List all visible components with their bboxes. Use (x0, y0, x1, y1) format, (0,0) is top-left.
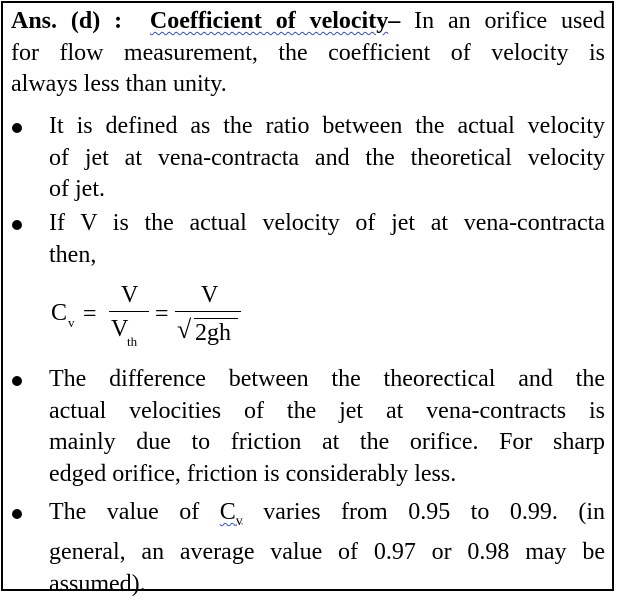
bullet-4-after-1: varies from 0.95 to 0.99. (in (242, 499, 605, 525)
radical-bar (194, 318, 238, 319)
intro-line2: for flow measurement, the coefficient of velocity is (11, 39, 605, 66)
bullet-dot (12, 220, 22, 230)
bullet-1-line: of jet. (49, 176, 105, 202)
answer-label: Ans. (d) : (11, 8, 123, 34)
term-dash: – (388, 8, 401, 34)
formula-lhs-sub: v (68, 315, 75, 330)
formula-equals-2: = (155, 301, 169, 327)
formula-den-1-sub: th (127, 334, 138, 349)
bullet-dot (12, 509, 22, 519)
bullet-4-line (49, 497, 605, 537)
bullet-2-line: then, (49, 241, 97, 268)
intro-paragraph (11, 6, 605, 101)
bullet-4-text (49, 497, 605, 600)
cv-symbol (219, 499, 243, 529)
bullet-1-line: of jet at vena-contracta and the theoretical velocity (49, 144, 605, 171)
bullet-3-line: The difference between the theorectical and the (49, 366, 605, 392)
formula-den-2: 2gh (195, 320, 231, 346)
bullet-4-line-3: assumed). (49, 570, 146, 597)
intro-line1: In an orifice used (414, 8, 606, 34)
answer-box (1, 1, 614, 597)
formula-lhs: C (51, 300, 68, 326)
formula-den-1: V (111, 316, 129, 342)
cv-symbol-c: C (219, 499, 236, 525)
fraction-bar-2 (175, 311, 241, 312)
radical-icon: √ (177, 315, 192, 344)
bullet-1-line: It is defined as the ratio between the actual velocity (49, 113, 605, 139)
bullet-3-line: actual velocities of the jet at vena-contracts is (49, 397, 605, 424)
bullet-4-before: The value of (49, 499, 220, 525)
bullet-2-line: If V is the actual velocity of jet at vena-contracta (49, 210, 605, 236)
term-title: Coefficient of velocity (149, 8, 389, 34)
formula-num-1: V (121, 282, 139, 308)
bullet-3-line: edged orifice, friction is considerably less. (49, 460, 457, 487)
bullet-dot (12, 123, 22, 133)
formula-num-2: V (201, 282, 219, 308)
bullet-3-line: mainly due to friction at the orifice. For sharp (49, 429, 605, 455)
bullet-2-text (49, 208, 605, 271)
fraction-bar-1 (109, 311, 149, 312)
bullet-1-text (49, 111, 605, 206)
bullet-4-line-2: general, an average value of 0.97 or 0.98 may be (49, 539, 605, 566)
formula-equals-1: = (83, 301, 97, 327)
bullet-dot (12, 376, 22, 386)
cv-symbol-sub: v (235, 513, 243, 529)
cv-formula (43, 279, 303, 359)
intro-line3: always less than unity. (11, 71, 227, 97)
bullet-3-text (49, 364, 605, 490)
